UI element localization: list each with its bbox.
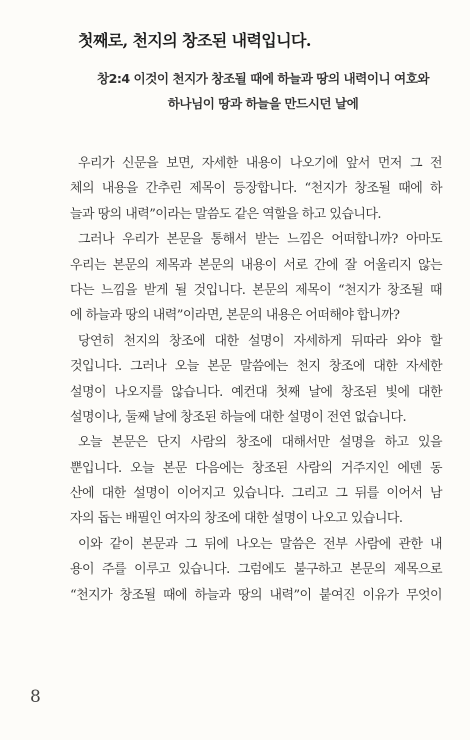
text-line: 다는 느낌을 받게 될 것입니다. 본문의 제목이 “천지가 창조될 때 (70, 282, 442, 298)
text-line: “천지가 창조될 때에 하늘과 땅의 내력”이 붙여진 이유가 무엇이 (70, 587, 442, 603)
text-line: 에 하늘과 땅의 내력”이라면, 본문의 내용은 어떠해야 합니까? (70, 308, 400, 324)
section-heading: 첫째로, 천지의 창조된 내력입니다. (78, 31, 311, 50)
scripture-quote-line: 하나님이 땅과 하늘을 만드시던 날에 (167, 96, 359, 111)
scripture-quote-line: 창2:4 이것이 천지가 창조될 때에 하늘과 땅의 내력이니 여호와 (96, 71, 430, 86)
text-line: 우리가 신문을 보면, 자세한 내용이 나오기에 앞서 먼저 그 전 (78, 156, 442, 171)
body-text (70, 151, 442, 608)
text-line: 우리는 본문의 제목과 본문의 내용이 서로 간에 잘 어울리지 않는 (70, 257, 442, 273)
page-number: 8 (30, 687, 41, 707)
text-line: 오늘 본문은 단지 사람의 창조에 대해서만 설명을 하고 있을 (78, 435, 442, 451)
text-line: 자의 돕는 배필인 여자의 창조에 대한 설명이 나오고 있습니다. (70, 511, 403, 527)
scripture-quote (78, 66, 448, 116)
text-line: 산에 대한 설명이 이어지고 있습니다. 그리고 그 뒤를 이어서 남 (70, 486, 442, 502)
text-line: 설명이 나오지를 않습니다. 예컨대 첫째 날에 창조된 빛에 대한 (70, 384, 442, 400)
text-line: 이와 같이 본문과 그 뒤에 나오는 말씀은 전부 사람에 관한 내 (78, 536, 442, 552)
text-line: 뿐입니다. 오늘 본문 다음에는 창조된 사람의 거주지인 에덴 동 (70, 460, 442, 476)
text-line: 설명이나, 둘째 날에 창조된 하늘에 대한 설명이 전연 없습니다. (70, 409, 407, 425)
text-line: 체의 내용을 간추린 제목이 등장합니다. “천지가 창조될 때에 하 (70, 181, 442, 197)
text-line: 것입니다. 그러나 오늘 본문 말씀에는 천지 창조에 대한 자세한 (70, 359, 442, 375)
text-line: 늘과 땅의 내력”이라는 말씀도 같은 역할을 하고 있습니다. (70, 206, 381, 222)
text-line: 그러나 우리가 본문을 통해서 받는 느낌은 어떠합니까? 아마도 (78, 232, 442, 248)
text-line: 용이 주를 이루고 있습니다. 그럼에도 불구하고 본문의 제목으로 (70, 562, 442, 578)
text-line: 당연히 천지의 창조에 대한 설명이 자세하게 뒤따라 와야 할 (78, 333, 442, 349)
